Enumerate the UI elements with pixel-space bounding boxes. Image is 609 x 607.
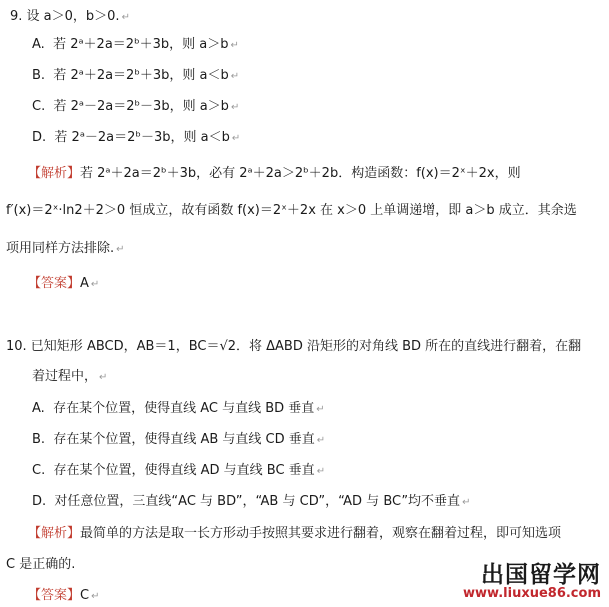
q9-analysis-line-1: 【解析】若 2ᵃ＋2a＝2ᵇ＋3b，必有 2ᵃ＋2a＞2ᵇ＋2b．构造函数：f(x)＝2ˣ＋2x，则 [28,166,521,181]
q9-option-b: B. 若 2ᵃ＋2a＝2ᵇ＋3b，则 a＜b ↵ [32,68,240,83]
q10-analysis-line-1: 【解析】最简单的方法是取一长方形动手按照其要求进行翻着，观察在翻着过程，即可知选项 [28,526,562,541]
analysis-tag: 【解析】 [28,166,81,181]
answer-tag: 【答案】 [28,588,81,603]
q9-analysis-line-2: f′(x)＝2ˣ·ln2＋2＞0 恒成立，故有函数 f(x)＝2ˣ＋2x 在 x＞0 上单调递增，即 a＞b 成立．其余选 [6,203,577,218]
watermark [463,563,601,601]
watermark-url: www.liuxue86.com [463,586,601,602]
q10-answer: 【答案】C ↵ [28,588,100,603]
q10-option-d: D. 对任意位置，三直线“AC 与 BD”，“AB 与 CD”，“AD 与 BC”均不垂直 ↵ [32,494,471,509]
q9-option-a: A. 若 2ᵃ＋2a＝2ᵇ＋3b，则 a＞b ↵ [32,37,239,52]
q10-stem-line-2: 着过程中， ↵ [32,369,108,384]
q10-stem-line-1: 10. 已知矩形 ABCD，AB＝1，BC＝√2．将 ΔABD 沿矩形的对角线 BD 所在的直线进行翻着，在翻 [6,339,582,354]
q9-option-d: D. 若 2ᵃ－2a＝2ᵇ－3b，则 a＜b ↵ [32,130,241,145]
q9-option-c: C. 若 2ᵃ－2a＝2ᵇ－3b，则 a＞b ↵ [32,99,240,114]
q10-option-a: A. 存在某个位置，使得直线 AC 与直线 BD 垂直 ↵ [32,401,325,416]
q9-stem: 9. 设 a＞0，b＞0. ↵ [10,9,130,24]
q9-analysis-line-3: 项用同样方法排除. ↵ [6,241,125,256]
analysis-tag: 【解析】 [28,526,81,541]
q10-option-c: C. 存在某个位置，使得直线 AD 与直线 BC 垂直 ↵ [32,463,326,478]
q9-answer: 【答案】A ↵ [28,276,100,291]
q10-analysis-line-2: C 是正确的. [6,557,76,572]
q10-option-b: B. 存在某个位置，使得直线 AB 与直线 CD 垂直 ↵ [32,432,326,447]
watermark-name: 出国留学网 [481,562,601,589]
answer-tag: 【答案】 [28,276,81,291]
